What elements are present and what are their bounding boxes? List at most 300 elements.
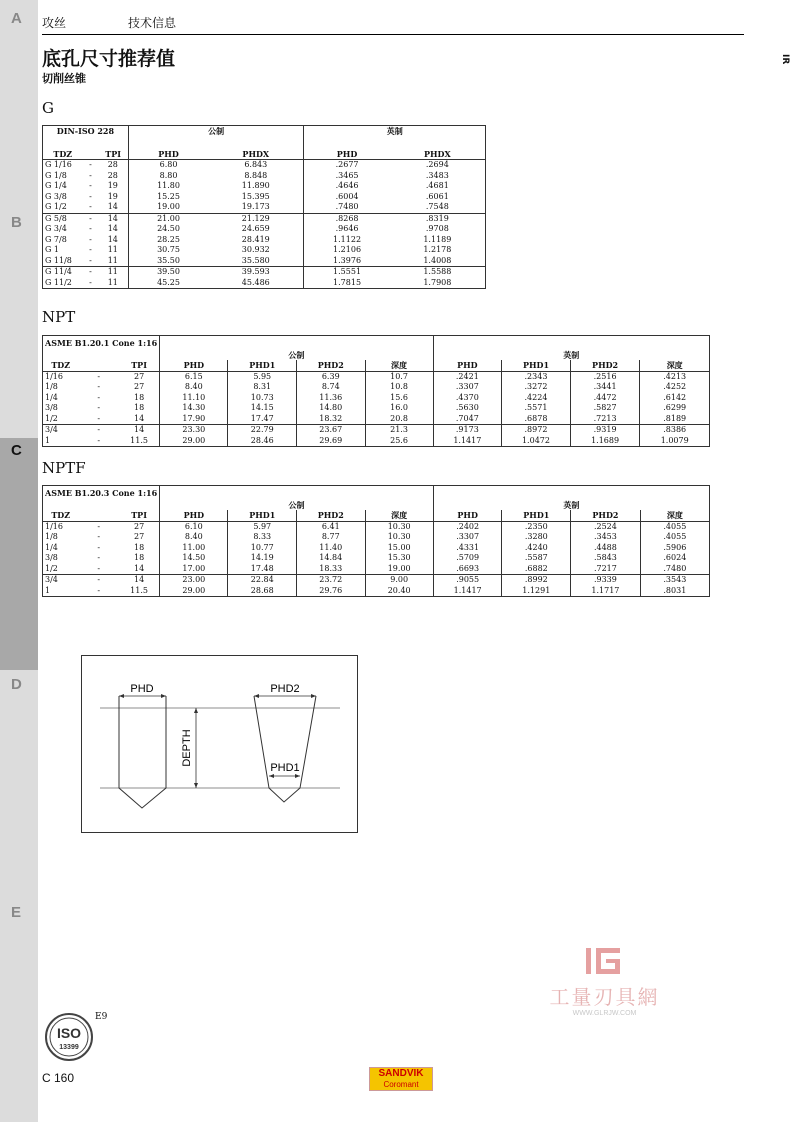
metric-group-label: 公制	[160, 350, 433, 361]
table-cell: .4224	[502, 393, 571, 404]
table-cell: 8.40	[160, 382, 228, 393]
table-cell	[82, 149, 98, 160]
table-cell: 45.25	[128, 278, 208, 289]
depth-arrow-top	[194, 708, 198, 713]
dash-cell: -	[97, 382, 101, 391]
table-row	[43, 425, 710, 436]
table-cell: .2350	[502, 521, 571, 532]
col-header-phdx-inch: PHDX	[390, 149, 486, 160]
table-cell: .2421	[433, 371, 502, 382]
table-cell: 8.848	[244, 170, 268, 180]
table-cell: 23.30	[160, 425, 228, 436]
table-cell: .4681	[390, 181, 486, 192]
table-cell: .5587	[502, 553, 571, 564]
table-cell: .9319	[570, 425, 640, 436]
table-cell: 29.00	[160, 436, 228, 447]
table-cell	[160, 336, 433, 350]
col-header: PHD2	[297, 510, 366, 521]
table-cell: 28.25	[128, 235, 208, 246]
chapter-tab-d[interactable]: D	[11, 676, 22, 693]
table-cell: 8.74	[297, 382, 366, 393]
chapter-tab-a[interactable]: A	[11, 10, 22, 27]
table-cell: 28	[107, 170, 118, 180]
table-cell	[78, 510, 119, 521]
table-cell: .7548	[390, 202, 486, 213]
table-cell: 9.00	[365, 575, 433, 586]
table-row	[43, 371, 710, 382]
table-cell: .4055	[640, 532, 709, 543]
table-cell: .3465	[304, 171, 390, 182]
table-cell: 14.80	[297, 403, 366, 414]
table-cell: 28.419	[241, 234, 270, 244]
section-title-g: G	[42, 99, 54, 117]
phd2-label: PHD2	[270, 683, 300, 695]
table-cell: .8386	[640, 425, 710, 436]
table-cell: 29.76	[297, 586, 366, 597]
table-cell: .3441	[570, 382, 640, 393]
col-header: PHD	[433, 510, 502, 521]
dash-cell: -	[82, 278, 98, 289]
metric-group-label: 公制	[128, 126, 304, 137]
table-cell: 35.580	[208, 256, 304, 267]
dash-cell: -	[89, 170, 92, 180]
table-cell: .4331	[433, 543, 502, 554]
table-cell: 22.84	[228, 575, 297, 586]
dash-cell: -	[89, 191, 92, 201]
table-cell: .5630	[433, 403, 502, 414]
table-cell: 14.50	[160, 553, 228, 564]
table-row	[43, 171, 486, 182]
col-header: PHD2	[570, 360, 640, 371]
table-npt	[42, 335, 710, 447]
table-cell: 14	[107, 213, 118, 223]
table-cell: .4252	[640, 382, 710, 393]
col-header: PHD1	[502, 510, 571, 521]
table-cell: 8.31	[228, 382, 297, 393]
table-row	[43, 414, 710, 425]
table-cell: .9173	[433, 425, 502, 436]
header-category: 攻丝	[42, 16, 67, 30]
table-cell: 25.6	[365, 436, 433, 447]
table-cell: 1	[43, 586, 79, 597]
straight-hole-outline	[119, 696, 166, 808]
table-cell: .3483	[390, 171, 486, 182]
table-row	[43, 160, 486, 171]
table-header-row	[43, 350, 710, 361]
table-cell: G 1/4	[43, 181, 83, 192]
column-header-row	[43, 149, 486, 160]
table-cell: .4055	[640, 521, 709, 532]
table-cell: .5827	[570, 403, 640, 414]
table-cell: .4370	[433, 393, 502, 404]
col-header: 深度	[640, 510, 709, 521]
table-cell: 3/4	[43, 425, 79, 436]
table-cell: 14	[98, 202, 128, 213]
table-cell: 1.2178	[390, 245, 486, 256]
table-cell: .3307	[433, 532, 502, 543]
table-cell: .6878	[502, 414, 571, 425]
table-cell: G 1/16	[43, 160, 83, 171]
table-cell: 1/8	[43, 382, 79, 393]
phd-arrow-left	[119, 694, 124, 698]
dash-cell: -	[78, 564, 119, 575]
table-cell: 10.77	[228, 543, 297, 554]
iso-code: E9	[95, 1012, 108, 1022]
table-cell: .2524	[571, 521, 641, 532]
chapter-tab-bar	[0, 0, 38, 1122]
col-header: 深度	[640, 360, 710, 371]
table-cell: 17.48	[228, 564, 297, 575]
chapter-tab-b[interactable]: B	[11, 214, 22, 231]
table-cell: 23.67	[297, 425, 366, 436]
table-cell: .4213	[640, 371, 710, 382]
table-header-row	[43, 486, 710, 500]
table-cell	[78, 360, 119, 371]
page-subtitle: 切削丝锥	[42, 72, 86, 85]
watermark-url: WWW.GLRJW.COM	[572, 1010, 637, 1017]
table-cell: 5.97	[228, 521, 297, 532]
table-cell: G 5/8	[43, 213, 83, 224]
watermark	[537, 945, 672, 1017]
table-cell: 1.5551	[304, 267, 390, 278]
table-cell: 18.32	[297, 414, 366, 425]
table-cell: 11	[107, 245, 118, 254]
table-cell: G 11/4	[43, 267, 83, 278]
phd-arrow-right	[161, 694, 166, 698]
table-cell: .5843	[571, 553, 641, 564]
table-row	[43, 181, 486, 192]
table-cell: .3307	[433, 382, 502, 393]
table-cell: 16.0	[365, 403, 433, 414]
table-cell: 1/16	[43, 521, 79, 532]
table-g	[42, 125, 486, 289]
table-cell: .3453	[571, 532, 641, 543]
table-cell: .2694	[390, 160, 486, 171]
dash-cell: -	[89, 224, 92, 233]
table-cell: 19.173	[208, 202, 304, 213]
col-header-tdz: TDZ	[43, 360, 79, 371]
phd-label: PHD	[130, 683, 154, 695]
header-divider	[42, 34, 744, 35]
table-cell: 1.7815	[304, 278, 390, 289]
table-cell: 1/2	[43, 414, 79, 425]
table-cell: 1/4	[43, 393, 79, 404]
table-cell: 1.1689	[570, 436, 640, 447]
table-row	[43, 543, 710, 554]
table-nptf	[42, 485, 710, 597]
table-cell: 23.72	[297, 575, 366, 586]
table-cell: .9055	[433, 575, 502, 586]
table-cell	[43, 500, 160, 511]
table-cell: 27	[133, 371, 145, 381]
table-cell	[160, 486, 434, 500]
page-title: 底孔尺寸推荐值	[42, 48, 176, 70]
chapter-tab-e[interactable]: E	[11, 904, 22, 921]
dash-cell: -	[97, 425, 101, 434]
table-cell: 39.593	[241, 267, 270, 276]
metric-group-label: 公制	[160, 500, 434, 511]
table-cell: 17.47	[228, 414, 297, 425]
table-cell: .6299	[640, 403, 710, 414]
page-number: C 160	[42, 1071, 75, 1085]
col-header-tpi: TPI	[98, 149, 128, 160]
watermark-text: 工量刃具網	[549, 985, 660, 1009]
dash-cell: -	[97, 542, 101, 552]
table-cell: 45.486	[208, 278, 304, 289]
table-cell: .6882	[502, 564, 571, 575]
table-cell: .8992	[502, 575, 571, 586]
table-cell: 14	[119, 414, 160, 425]
dash-cell: -	[82, 202, 98, 213]
table-cell: .6024	[640, 553, 709, 564]
table-cell: 19	[107, 191, 118, 201]
section-title-npt: NPT	[42, 308, 76, 326]
table-cell: 5.95	[228, 371, 297, 382]
table-row	[43, 393, 710, 404]
table-row	[43, 586, 710, 597]
dash-cell: -	[78, 414, 119, 425]
table-cell: .8189	[640, 414, 710, 425]
table-row	[43, 267, 486, 278]
table-cell: 30.932	[241, 245, 270, 254]
header-section: 技术信息	[128, 16, 177, 30]
col-header-tdz: TDZ	[43, 510, 79, 521]
table-cell: 1.7908	[390, 278, 486, 289]
table-cell: G 7/8	[43, 235, 83, 246]
table-cell: 29.69	[297, 436, 366, 447]
col-header: PHD	[160, 360, 228, 371]
dash-cell: -	[97, 532, 101, 541]
table-cell: 11	[98, 278, 128, 289]
tapered-hole-outline	[254, 696, 316, 802]
table-cell: 11.5	[119, 436, 160, 447]
table-cell: 15.00	[365, 543, 433, 554]
table-row	[43, 521, 710, 532]
table-cell: 1.1291	[502, 586, 571, 597]
inch-group-label: 英制	[304, 126, 486, 137]
table-cell: 19	[107, 181, 118, 190]
table-cell: .3543	[640, 575, 709, 586]
table-cell: 35.50	[128, 256, 208, 267]
dash-cell: -	[89, 245, 92, 254]
table-cell: 18	[133, 553, 145, 562]
table-cell: .9646	[304, 224, 390, 235]
dash-cell: -	[78, 436, 119, 447]
table-row	[43, 235, 486, 246]
table-cell: 28.68	[228, 586, 297, 597]
brand-subname: Coromant	[383, 1080, 419, 1089]
table-cell: G 11/8	[43, 256, 83, 267]
iso-logo-text: ISO	[56, 1025, 82, 1041]
table-cell: .7047	[433, 414, 502, 425]
table-cell: 1.3976	[304, 256, 390, 267]
table-cell: 24.50	[128, 224, 208, 235]
dash-cell: -	[78, 586, 119, 597]
table-cell: .7213	[570, 414, 640, 425]
hole-diagram-svg	[82, 656, 359, 834]
table-cell: .2343	[502, 371, 571, 382]
depth-label: DEPTH	[181, 729, 193, 767]
table-cell: 3/8	[43, 403, 79, 414]
table-cell: G 1/8	[43, 171, 83, 182]
dash-cell: -	[97, 553, 101, 562]
table-cell: .7480	[304, 202, 390, 213]
table-cell	[43, 137, 129, 149]
table-cell: .7480	[640, 564, 709, 575]
inch-group-label: 英制	[433, 500, 709, 511]
dash-cell: -	[89, 160, 92, 169]
col-header: PHD1	[502, 360, 571, 371]
table-cell: 28.46	[228, 436, 297, 447]
table-cell: 11.00	[160, 543, 228, 554]
table-cell: 20.40	[365, 586, 433, 597]
table-cell: 1.2106	[304, 245, 390, 256]
table-cell: .3280	[502, 532, 571, 543]
table-cell: .8972	[502, 425, 571, 436]
table-cell: 10.7	[365, 371, 433, 382]
table-cell: 17.90	[160, 414, 228, 425]
table-cell	[433, 486, 709, 500]
dash-cell: -	[97, 392, 101, 402]
table-cell: 10.30	[365, 521, 433, 532]
table-cell	[128, 137, 304, 149]
table-row	[43, 224, 486, 235]
iso-13399-logo	[44, 1012, 94, 1062]
col-header-phd-inch: PHD	[304, 149, 390, 160]
table-cell: 1.1717	[571, 586, 641, 597]
table-cell: 14	[107, 224, 118, 233]
col-header-tdz: TDZ	[43, 149, 83, 160]
table-cell: 18	[133, 392, 145, 402]
dash-cell: -	[97, 371, 101, 381]
chapter-tab-c[interactable]: C	[0, 438, 38, 670]
table-cell: .8268	[304, 213, 390, 224]
table-header-row	[43, 126, 486, 137]
table-cell: 17.00	[160, 564, 228, 575]
table-cell: 15.6	[365, 393, 433, 404]
table-cell: 1/16	[43, 371, 79, 382]
phd1-label: PHD1	[270, 762, 300, 774]
table-cell: 14.19	[228, 553, 297, 564]
table-cell: 19.00	[128, 202, 208, 213]
dash-cell: -	[82, 256, 98, 267]
sandvik-coromant-logo	[369, 1067, 433, 1091]
table-cell: .9339	[571, 575, 641, 586]
col-header-tpi: TPI	[119, 360, 160, 371]
table-cell: 1.4008	[390, 256, 486, 267]
table-row	[43, 553, 710, 564]
table-row	[43, 403, 710, 414]
table-cell: 21.3	[365, 425, 433, 436]
table-cell: G 3/4	[43, 224, 83, 235]
table-cell: 18	[133, 542, 145, 552]
table-cell: .2516	[570, 371, 640, 382]
table-cell: .5906	[640, 543, 709, 554]
table-cell: 27	[133, 521, 145, 531]
table-cell: 8.40	[160, 532, 228, 543]
table-header-row	[43, 137, 486, 149]
section-title-nptf: NPTF	[42, 459, 86, 477]
table-cell: 11.890	[241, 181, 270, 190]
table-cell: 11.40	[297, 543, 366, 554]
col-header: PHD2	[571, 510, 641, 521]
inch-group-label: 英制	[433, 350, 709, 361]
col-header: 深度	[365, 360, 433, 371]
table-cell: 11	[107, 267, 118, 276]
table-row	[43, 436, 710, 447]
table-cell: 14.15	[228, 403, 297, 414]
table-cell: .2402	[433, 521, 502, 532]
table-cell: 1.0472	[502, 436, 571, 447]
table-cell: 6.15	[160, 371, 228, 382]
col-header: PHD1	[228, 360, 297, 371]
dash-cell: -	[89, 213, 92, 223]
dash-cell: -	[97, 403, 101, 412]
column-header-row	[43, 510, 710, 521]
table-cell: 15.395	[241, 191, 270, 201]
table-cell: 14	[107, 234, 118, 244]
table-cell: 1.1417	[433, 436, 502, 447]
table-cell: 39.50	[128, 267, 208, 278]
table-cell: .5709	[433, 553, 502, 564]
col-header-tpi: TPI	[119, 510, 160, 521]
header-language-code: IR	[780, 54, 790, 65]
table-cell: 24.659	[241, 224, 270, 233]
table-cell: 1/2	[43, 564, 79, 575]
table-cell: .6004	[304, 192, 390, 203]
table-cell: 3/8	[43, 553, 79, 564]
table-cell: .6061	[390, 192, 486, 203]
table-cell: 14	[119, 564, 160, 575]
table-cell: 6.80	[128, 160, 208, 171]
table-cell: 11.5	[119, 586, 160, 597]
table-cell: 1.1189	[390, 235, 486, 246]
table-cell: 1/8	[43, 532, 79, 543]
table-cell: 1.1417	[433, 586, 502, 597]
table-cell: 11	[98, 256, 128, 267]
table-cell: 14.30	[160, 403, 228, 414]
table-row	[43, 575, 710, 586]
table-cell: .6693	[433, 564, 502, 575]
table-cell: .4488	[571, 543, 641, 554]
standard-label: DIN-ISO 228	[43, 126, 129, 137]
table-cell: 8.77	[297, 532, 366, 543]
hole-dimension-diagram	[81, 655, 358, 833]
table-cell: 29.00	[160, 586, 228, 597]
phd2-arrow-left	[254, 694, 259, 698]
table-cell: .8031	[640, 586, 709, 597]
iso-logo-number: 13399	[59, 1044, 79, 1051]
table-cell: 1.1122	[304, 235, 390, 246]
standard-label: ASME B1.20.3 Cone 1:16	[43, 486, 160, 500]
table-cell: 3/4	[43, 575, 79, 586]
table-cell: .3272	[502, 382, 571, 393]
table-cell: 28	[107, 160, 118, 169]
dash-cell: -	[89, 181, 92, 190]
table-cell: 8.80	[128, 171, 208, 182]
table-cell: 6.39	[297, 371, 366, 382]
dash-cell: -	[97, 521, 101, 531]
table-cell: 27	[133, 532, 145, 541]
table-row	[43, 564, 710, 575]
standard-label: ASME B1.20.1 Cone 1:16	[43, 336, 160, 350]
table-cell: 19.00	[365, 564, 433, 575]
table-row	[43, 213, 486, 224]
table-cell: 11.10	[160, 393, 228, 404]
table-cell: 6.843	[244, 160, 268, 169]
table-cell: 11.80	[128, 181, 208, 192]
table-cell: G 3/8	[43, 192, 83, 203]
